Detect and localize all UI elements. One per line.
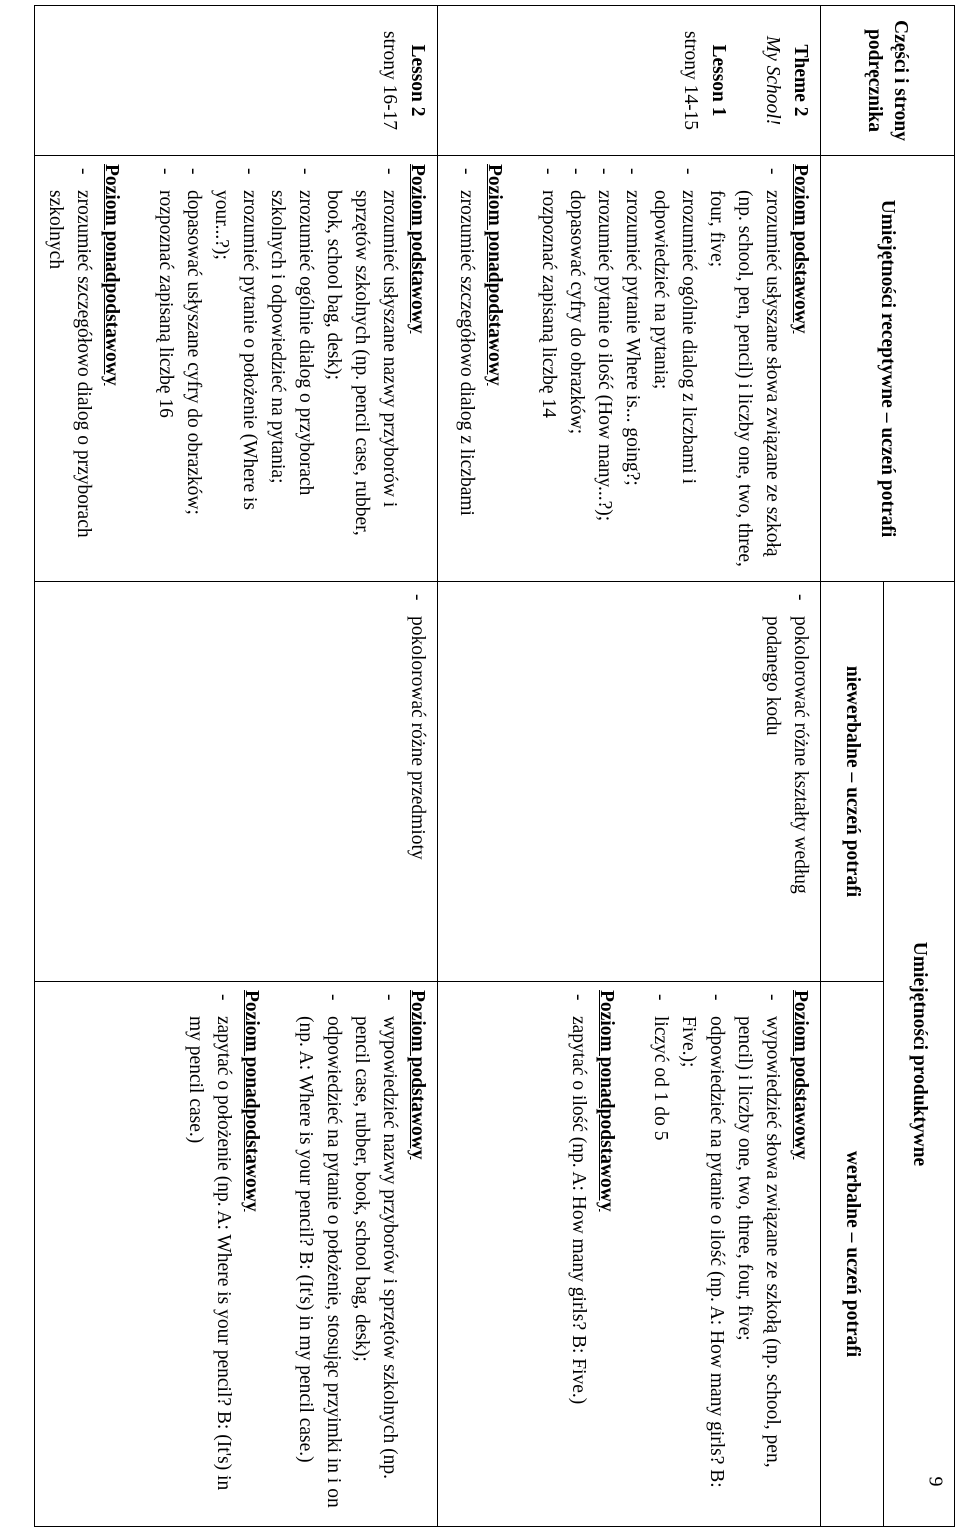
lesson-pages: strony 14-15	[680, 30, 701, 131]
list-item: - zrozumieć ogólnie dialog z liczbami i odpowiedzieć na pytania;	[646, 164, 702, 573]
list-item: - rozpoznać zapisaną liczbę 14	[534, 164, 562, 573]
section-cell	[438, 6, 821, 156]
level-basic-label: Poziom podstawowy	[407, 164, 428, 334]
lesson-title: Lesson 2	[407, 44, 428, 117]
header-parts: Części i strony podręcznika	[821, 6, 955, 156]
list-item: - odpowiedzieć na pytanie o położenie, stosując przyimki in i on (np. A: Where is your pencil? B: (It's) in my pencil case.)	[291, 990, 347, 1518]
receptive-cell	[35, 156, 438, 582]
list-item: - zapytać o położenie (np. A: Where is your pencil? B: (It's) in my pencil case.)	[181, 990, 237, 1518]
list-item: - odpowiedzieć na pytanie o ilość (np. A: How many girls? B: Five.);	[674, 990, 730, 1518]
lesson-pages: strony 16-17	[379, 30, 400, 131]
list-item: - wypowiedzieć nazwy przyborów i sprzętów szkolnych (np. pencil case, rubber, book, school bag, desk);	[347, 990, 403, 1518]
header-productive: Umiejętności produktywne	[884, 582, 955, 1527]
list-item: - dopasować usłyszane cyfry do obrazków;	[179, 164, 207, 573]
header-verbal: werbalne – uczeń potrafi	[821, 982, 884, 1527]
verbal-cell	[35, 982, 438, 1527]
receptive-cell	[438, 156, 821, 582]
list-item: - zrozumieć ogólnie dialog o przyborach szkolnych i odpowiedzieć na pytania;	[263, 164, 319, 573]
header-nonverbal: niewerbalne – uczeń potrafi	[821, 582, 884, 982]
list-item: - dopasować cyfry do obrazków;	[562, 164, 590, 573]
list-item: - rozpoznać zapisaną liczbę 16	[151, 164, 179, 573]
nonverbal-cell	[35, 582, 438, 982]
list-item: - pokolorować różne kształty według podanego kodu	[758, 590, 814, 973]
list-item: - zrozumieć pytanie o położenie (Where is your...?);	[207, 164, 263, 573]
list-item: - pokolorować różne przedmioty	[403, 590, 431, 973]
list-item: - wypowiedzieć słowa związane ze szkołą (np. school, pen, pencil) i liczby one, two, three, four, five;	[730, 990, 786, 1518]
table-row	[438, 6, 821, 1527]
list-item: - zrozumieć szczegółowo dialog z liczbami	[452, 164, 480, 573]
table-row	[35, 6, 438, 1527]
list-item: - liczyć od 1 do 5	[646, 990, 674, 1518]
header-receptive: Umiejętności receptywne – uczeń potrafi	[821, 156, 955, 582]
list-item: - zrozumieć pytanie o ilość (How many...?);	[590, 164, 618, 573]
level-advanced-label: Poziom ponadpodstawowy	[596, 990, 617, 1212]
curriculum-table	[34, 5, 955, 1527]
level-basic-label: Poziom podstawowy	[790, 164, 811, 334]
list-item: - zrozumieć szczegółowo dialog o przyborach szkolnych	[41, 164, 97, 573]
lesson-title: Lesson 1	[708, 44, 729, 117]
list-item: - zrozumieć pytanie Where is... going?;	[618, 164, 646, 573]
verbal-cell	[438, 982, 821, 1527]
level-advanced-label: Poziom ponadpodstawowy	[241, 990, 262, 1212]
level-basic-label: Poziom podstawowy	[407, 990, 428, 1160]
section-cell	[35, 6, 438, 156]
page-number: 9	[924, 1476, 947, 1487]
theme-title: Theme 2	[790, 44, 811, 117]
list-item: - zrozumieć usłyszane słowa związane ze szkołą (np. school, pen, pencil) i liczby one, two, three, four, five;	[702, 164, 786, 573]
list-item: - zrozumieć usłyszane nazwy przyborów i sprzętów szkolnych (np. pencil case, rubber, book, school bag, desk);	[319, 164, 403, 573]
nonverbal-cell	[438, 582, 821, 982]
level-advanced-label: Poziom ponadpodstawowy	[101, 164, 122, 386]
theme-subtitle: My School!	[762, 35, 783, 126]
level-advanced-label: Poziom ponadpodstawowy	[484, 164, 505, 386]
list-item: - zapytać o ilość (np. A: How many girls? B: Five.)	[564, 990, 592, 1518]
level-basic-label: Poziom podstawowy	[790, 990, 811, 1160]
